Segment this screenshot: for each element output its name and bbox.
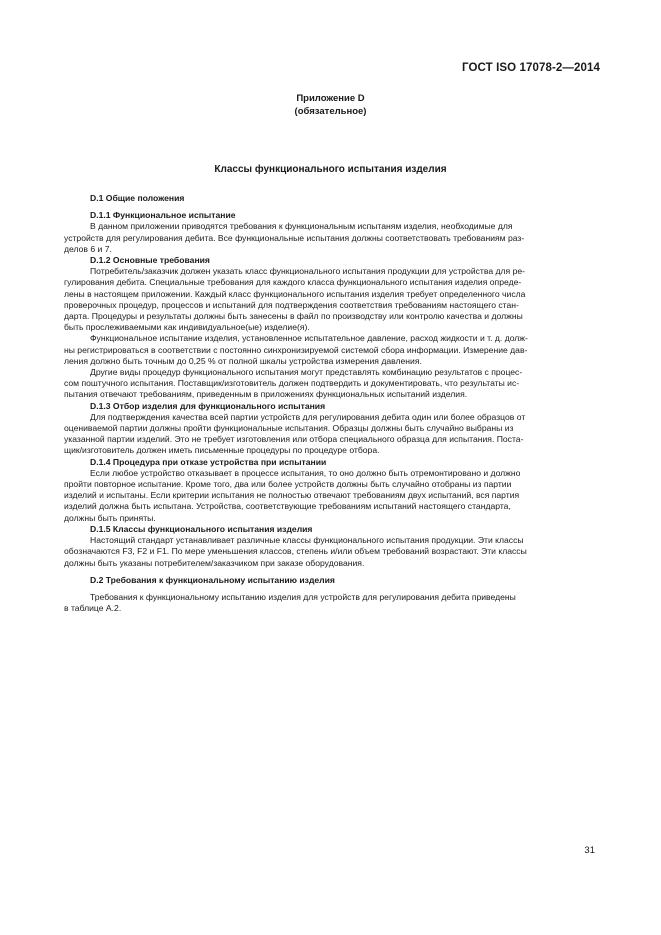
section-heading-d12: D.1.2 Основные требования (90, 255, 210, 266)
paragraph-line: Для подтверждения качества всей партии устройств для регулирования дебита один или более образцов от (90, 411, 526, 422)
document-body (64, 193, 598, 614)
paragraph-line: гулирования дебита. Специальные требования для каждого класса функционального испытания изделия опреде- (64, 277, 522, 288)
paragraph-line: должны быть указаны потребителем/заказчиком при заказе оборудования. (64, 557, 365, 568)
paragraph-line: устройств для регулирования дебита. Все функциональные испытания должны соответствовать требованиям раз- (64, 232, 525, 243)
paragraph-line: оцениваемой партии должны пройти функциональные испытания. Образцы должны быть случайно выбраны из (64, 423, 514, 434)
paragraph-line: изделий и испытаны. Если критерии испытания не полностью отвечают требованиям двух испытаний, вся партия (64, 490, 520, 501)
appendix-title: Приложение D (296, 93, 365, 104)
paragraph-line: Другие виды процедур функционального испытания могут представлять комбинацию результатов с процес- (90, 367, 523, 378)
paragraph-line: пройти повторное испытание. Кроме того, два или более устройств должны быть случайно отобраны из партии (64, 479, 512, 490)
section-heading-d2: D.2 Требования к функциональному испытанию изделия (90, 574, 335, 585)
paragraph-line: Функциональное испытание изделия, установленное испытательное давление, расход жидкости и т. д. долж- (90, 333, 528, 344)
section-heading-d14: D.1.4 Процедура при отказе устройства при испытании (90, 456, 327, 467)
paragraph-line: изделий должна быть испытана. Устройства, соответствующие требованиям испытаний настоящего стандарта, (64, 501, 511, 512)
standard-designation: ГОСТ ISO 17078-2—2014 (462, 62, 600, 74)
page-number: 31 (584, 845, 595, 856)
paragraph-line: дарта. Процедуры и результаты должны быть занесены в файл по производству или контролю качества и должны (64, 311, 523, 322)
paragraph-line: быть прослеживаемыми как индивидуальное(ые) изделие(я). (64, 322, 310, 333)
paragraph-line: указанной партии изделий. Это не требует изготовления или отбора специального образца для испытания. Поста- (64, 434, 524, 445)
paragraph-line: Потребитель/заказчик должен указать класс функционального испытания продукции для устройства для ре- (90, 266, 525, 277)
section-heading-d15: D.1.5 Классы функционального испытания изделия (90, 523, 313, 534)
appendix-status: (обязательное) (294, 106, 367, 117)
paragraph-line: Настоящий стандарт устанавливает различные классы функционального испытания продукции. Эти классы (90, 535, 524, 546)
paragraph-line: сом поштучного испытания. Поставщик/изготовитель должен подтвердить и документировать, что результаты ис- (64, 378, 520, 389)
paragraph-line: пытания отвечают требованиям, приведенным в приложениях функциональных испытаний изделия. (64, 389, 468, 400)
paragraph-line: в таблице А.2. (64, 603, 122, 614)
appendix-heading (0, 92, 661, 118)
paragraph-line: ления должно быть точным до 0,25 % от полной шкалы устройства измерения давления. (64, 355, 422, 366)
section-heading-d11: D.1.1 Функциональное испытание (90, 210, 236, 221)
paragraph-line: В данном приложении приводятся требования к функциональным испытаням изделия, необходимые для (90, 221, 513, 232)
paragraph-line: Если любое устройство отказывает в процессе испытания, то оно должно быть отремонтировано и должно (90, 467, 521, 478)
paragraph-line: Требования к функциональному испытанию изделия для устройств для регулирования дебита приведены (90, 591, 516, 602)
paragraph-line: лены в настоящем приложении. Каждый класс функционального испытания изделия требует определенного числа (64, 288, 526, 299)
section-heading-d13: D.1.3 Отбор изделия для функционального испытания (90, 400, 326, 411)
section-heading-d1: D.1 Общие положения (90, 193, 185, 203)
document-title: Классы функционального испытания изделия (214, 164, 447, 175)
paragraph-line: должны быть приняты. (64, 512, 156, 523)
paragraph-line: проверочных процедур, процессов и испытаний для подтверждения соответствия требованиям настоящего стан- (64, 299, 519, 310)
paragraph-line: ны регистрироваться в соответствии с постоянно синхронизируемой системой сбора информации. Измерение дав- (64, 344, 528, 355)
paragraph-line: делов 6 и 7. (64, 243, 112, 254)
paragraph-line: щик/изготовитель должен иметь письменные процедуры по процедуре отбора. (64, 445, 380, 456)
paragraph-line: обозначаются F3, F2 и F1. По мере уменьшения классов, степень и/или объем требований возрастают. Эти классы (64, 546, 527, 557)
